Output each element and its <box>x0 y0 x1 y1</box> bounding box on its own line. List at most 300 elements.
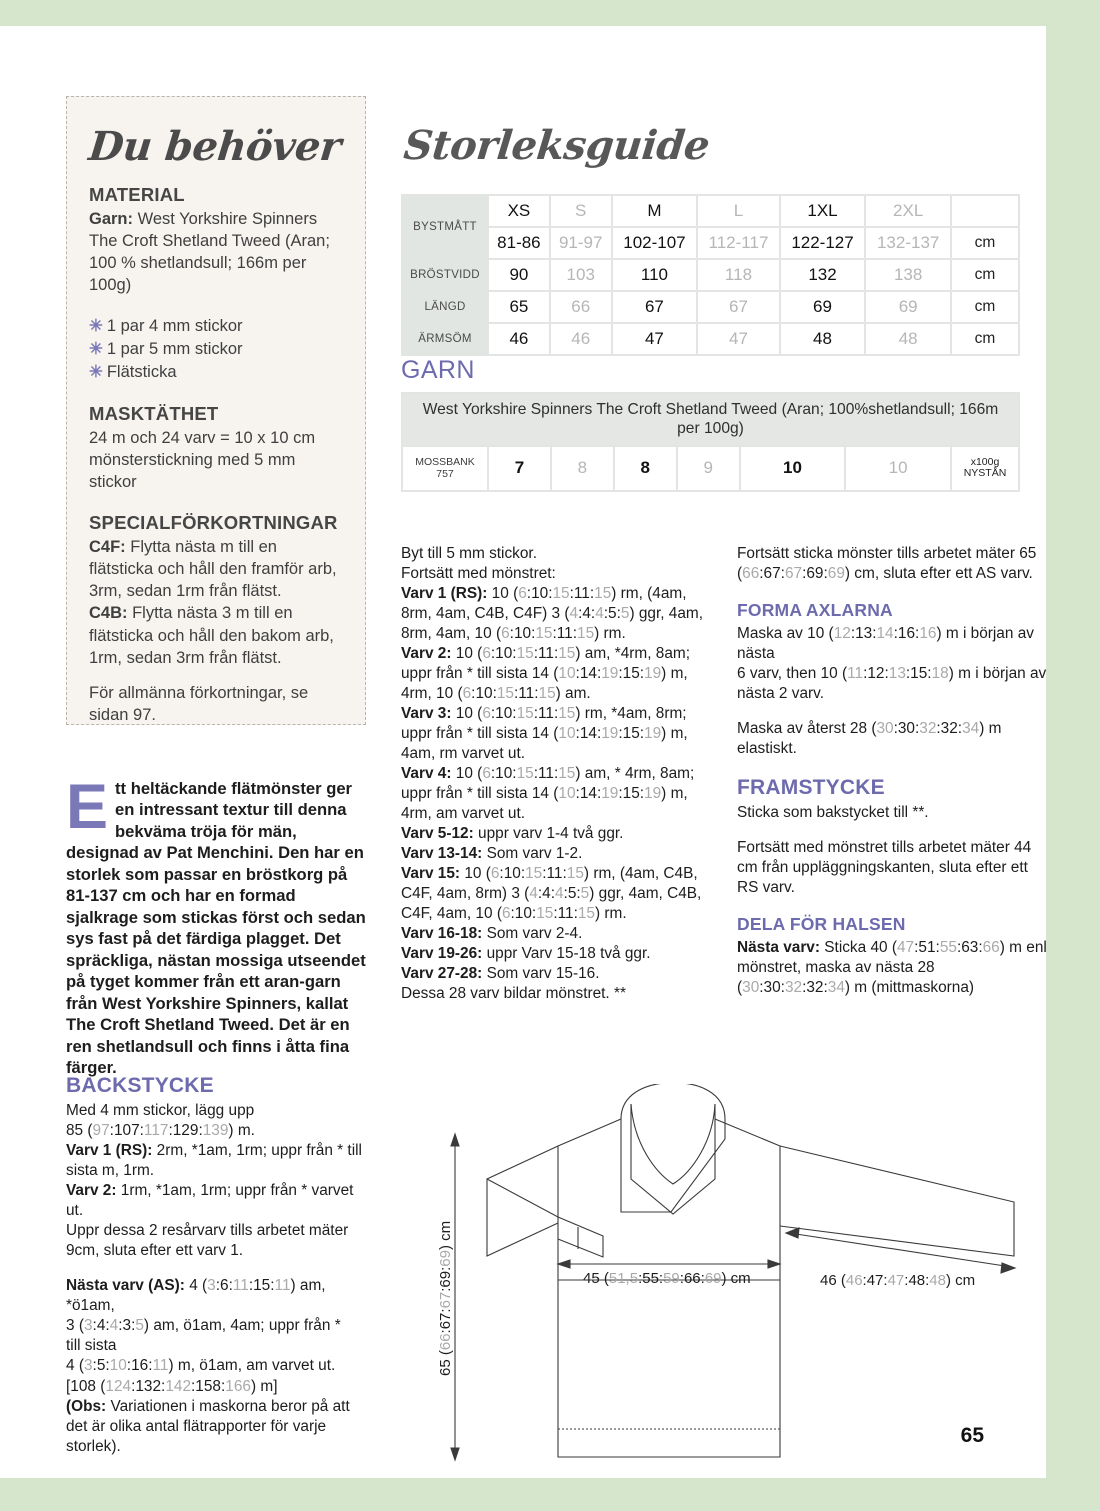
unit-cell: cm <box>952 228 1018 258</box>
pattern-row-segment: ( <box>553 785 559 803</box>
pattern-row-segment: 15 <box>538 685 556 703</box>
table-cell: 7 <box>489 447 550 489</box>
table-cell: 132 <box>781 260 865 290</box>
table-cell: 8 <box>615 447 676 489</box>
pattern-row-segment: : <box>596 725 602 743</box>
garn-description: West Yorkshire Spinners The Croft Shetland Tweed (Aran; 100%shetlandsull; 166m per 100g) <box>403 394 1018 445</box>
pattern-row-segment: : <box>639 725 645 743</box>
pattern-row-segment: : <box>618 665 623 683</box>
pattern-row-segment: 10 <box>487 585 514 603</box>
table-cell: 46 <box>489 324 549 354</box>
pattern-row-segment: : <box>572 625 578 643</box>
bindoff-line: Maska av återst 28 (30:30:32:32:34) m elastiskt. <box>737 719 1002 757</box>
pattern-row-segment: ( <box>564 605 570 623</box>
middle-intro-1: Byt till 5 mm stickor. <box>401 545 537 562</box>
pattern-row-segment: m, 4rm, am varvet ut. <box>401 785 688 823</box>
next-a-alts: (3:6:11:15:11) <box>202 1277 296 1295</box>
table-row <box>403 260 1018 290</box>
pattern-row <box>401 864 711 924</box>
pattern-row-segment: ) <box>575 765 581 783</box>
pattern-row-label: Varv 1 (RS): <box>401 585 488 603</box>
nextrow-label: Nästa varv (AS): <box>66 1277 185 1295</box>
gauge-text: 24 m och 24 varv = 10 x 10 cm mönsterstickning med 5 mm stickor <box>89 428 316 491</box>
pattern-row <box>401 584 711 644</box>
pattern-row-segment: 15 <box>558 705 576 723</box>
pattern-row-segment: 11 <box>546 865 563 883</box>
asterisk-icon: ✳ <box>89 340 103 359</box>
right-continue: Fortsätt sticka mönster tills arbetet mäter 65 (66:67:67:69:69) cm, sluta efter ett AS varv. <box>737 545 1037 583</box>
backstycke-nextrow-e: 4 (3:5:10:16:11) m, ö1am, am varvet ut. <box>66 1357 336 1375</box>
pattern-row-segment: rm. <box>600 905 627 923</box>
pattern-row-segment: 15 <box>577 625 595 643</box>
width-dimension-label: 45 (51,5:55:59:66:69) cm <box>583 1270 751 1287</box>
pattern-row-segment: : <box>576 885 581 903</box>
pattern-row-segment: : <box>490 645 496 663</box>
backstycke-nextrow-c: 3 (3:4:4:3:5) am, ö1am, 4am; uppr från * <box>66 1317 341 1335</box>
pattern-row <box>401 964 711 984</box>
pattern-middle-column <box>401 544 711 1004</box>
pattern-row-segment: : <box>526 585 532 603</box>
obs-text: Variationen i maskorna beror på att det är olika antal flätrapporter för varje storlek). <box>66 1397 350 1455</box>
size-header: 1XL <box>781 196 865 226</box>
neck-label: Nästa varv: <box>737 938 820 956</box>
pattern-row-segment: 10 <box>495 765 513 783</box>
pattern-row-segment: Som varv 15-16. <box>482 965 600 983</box>
size-header: L <box>698 196 778 226</box>
pattern-row-segment: : <box>533 765 538 783</box>
middle-outro: Dessa 28 varv bildar mönstret. ** <box>401 985 626 1003</box>
pattern-row-segment: ) <box>661 785 667 803</box>
pattern-row-segment: 6 <box>501 905 511 923</box>
backstycke-rib: Uppr dessa 2 resårvarv tills arbetet mäter 9cm, sluta efter ett varv 1. <box>66 1222 349 1260</box>
abbreviations-footer: För allmänna förkortningar, se sidan 97. <box>89 683 309 724</box>
backstycke-obs <box>66 1397 371 1457</box>
pattern-row-segment: ( <box>513 585 519 603</box>
pattern-row-segment: ) <box>583 865 590 883</box>
table-cell: 65 <box>489 292 549 322</box>
backstycke-nextrow-b: *ö1am, <box>66 1297 115 1315</box>
pattern-row <box>401 764 711 824</box>
pattern-row-segment: ( <box>477 705 483 723</box>
pattern-row-segment: 10 <box>451 705 478 723</box>
pattern-row-segment: ) <box>611 585 617 603</box>
pattern-row-segment: 5 <box>620 605 630 623</box>
pattern-row-segment: rm, *4am, 8rm; uppr från * till sista 14 <box>401 705 687 743</box>
table-cell: 48 <box>781 324 865 354</box>
neck-alts: (47:51:55:63:66) <box>891 938 1005 956</box>
pattern-row-segment: 5 <box>608 605 617 623</box>
pattern-row-segment: : <box>575 785 580 803</box>
list-item <box>89 315 343 338</box>
table-cell: 90 <box>489 260 549 290</box>
table-cell: 66 <box>551 292 611 322</box>
pattern-row-segment: : <box>639 665 645 683</box>
pattern-row-segment: 14 <box>579 665 597 683</box>
list-item <box>89 361 343 384</box>
pattern-row-segment: 15 <box>525 865 543 883</box>
sidebar-title: Du behöver <box>86 123 344 170</box>
pattern-row-segment: ) <box>575 705 581 723</box>
pattern-row-segment: ( <box>485 865 491 883</box>
shoulder-a-alts: (12:13:14:16:16) <box>828 624 942 642</box>
asterisk-icon: ✳ <box>89 362 103 381</box>
pattern-row-segment: ) <box>575 645 581 663</box>
pattern-row-segment: : <box>596 665 602 683</box>
pattern-row-segment: ggr, 4am, 8rm, 4am, 10 <box>401 605 704 643</box>
pattern-row <box>401 824 711 844</box>
row-label-brostvidd: BRÖSTVIDD <box>403 260 487 290</box>
c4f-text: Flytta nästa m till en flätsticka och håll den framför arb, 3rm, sedan 1rm från flätst. <box>89 538 337 601</box>
pattern-row-segment: : <box>618 785 623 803</box>
row1-label: Varv 1 (RS): <box>66 1142 153 1160</box>
pattern-row-segment: rm, (4am, 8rm, 4am, C4B, C4F) 3 <box>401 585 687 623</box>
framstycke-heading: FRAMSTYCKE <box>737 775 885 799</box>
pattern-row-segment: : <box>553 765 559 783</box>
pattern-row-segment: 15 <box>566 865 584 883</box>
cast-on-alts: (97:107:117:129:139) <box>87 1122 234 1140</box>
pattern-row-segment: Som varv 1-2. <box>482 845 583 863</box>
pattern-row-label: Varv 16-18: <box>401 925 483 943</box>
pattern-row-segment: 4 <box>554 885 564 903</box>
backstycke-nextrow-d: till sista <box>66 1337 117 1355</box>
pattern-row <box>401 924 711 944</box>
height-dimension-label: 65 (66:67:67:69:69) cm <box>437 1220 454 1376</box>
pattern-row-segment: 19 <box>644 785 662 803</box>
pattern-row-segment: 10 <box>531 585 549 603</box>
pattern-row-segment: m, 4rm, 10 <box>401 665 688 703</box>
pattern-row-segment: 19 <box>601 725 619 743</box>
drop-cap: E <box>66 772 109 842</box>
garment-schematic <box>425 1084 1025 1464</box>
row2-label: Varv 2: <box>66 1182 117 1200</box>
table-cell: 102-107 <box>613 228 697 258</box>
table-cell: 112-117 <box>698 228 778 258</box>
pattern-row-segment: 15 <box>496 685 514 703</box>
pattern-row-segment: : <box>569 585 574 603</box>
pattern-row-segment: ( <box>524 885 530 903</box>
pattern-row-segment: 10 <box>558 725 576 743</box>
table-cell: 47 <box>698 324 778 354</box>
size-header: M <box>613 196 697 226</box>
row-label-bystmatt: BYSTMÅTT <box>403 196 487 258</box>
row-label-armsom: ÄRMSÖM <box>403 324 487 354</box>
pattern-row-segment: ) <box>661 725 667 743</box>
abbreviations-heading: SPECIALFÖRKORTNINGAR <box>89 512 338 534</box>
tools-list <box>89 315 343 383</box>
pattern-row-segment: 6 <box>462 685 472 703</box>
table-cell: 47 <box>613 324 697 354</box>
pattern-row-segment: 10 <box>460 865 486 883</box>
pattern-row-segment: am, * 4rm, 8am; uppr från * till sista 14 <box>401 765 695 803</box>
table-cell: 81-86 <box>489 228 549 258</box>
pattern-row-segment: 4 <box>542 885 551 903</box>
pattern-row-label: Varv 3: <box>401 705 452 723</box>
pattern-row-segment: 15 <box>558 645 576 663</box>
pattern-row-segment: rm, (4am, C4B, C4F, 4am, 8rm) 3 <box>401 865 698 903</box>
pattern-row <box>401 704 711 764</box>
table-row <box>403 292 1018 322</box>
obs-label: (Obs: <box>66 1397 107 1415</box>
pattern-row-segment: 15 <box>622 725 640 743</box>
table-cell: 67 <box>698 292 778 322</box>
colourway-label: MOSSBANK 757 <box>403 447 487 489</box>
pattern-row-segment: 4 <box>582 605 591 623</box>
pattern-row-segment: : <box>590 605 596 623</box>
pattern-row-label: Varv 15: <box>401 865 461 883</box>
page-sheet <box>0 26 1046 1478</box>
table-row <box>403 228 1018 258</box>
pattern-row-segment: : <box>550 885 555 903</box>
pattern-row-segment: : <box>490 765 496 783</box>
pattern-row-label: Varv 19-26: <box>401 945 483 963</box>
pattern-row-segment: : <box>553 905 558 923</box>
pattern-row-segment: 15 <box>622 785 640 803</box>
row-label-langd: LÄNGD <box>403 292 487 322</box>
pattern-row-segment: : <box>510 905 515 923</box>
c4b-label: C4B: <box>89 604 128 623</box>
pattern-row-segment: ggr, 4am, C4B, C4F, 4am, 10 <box>401 885 702 923</box>
pattern-row-segment: ) <box>555 685 561 703</box>
c4b-entry <box>89 602 343 668</box>
pattern-row-segment: : <box>639 785 645 803</box>
yarn-label: Garn: <box>89 210 134 228</box>
pattern-row-segment: 6 <box>482 765 491 783</box>
pattern-row-segment: ) <box>661 665 667 683</box>
size-header: XS <box>489 196 549 226</box>
middle-intro-2: Fortsätt med mönstret: <box>401 565 556 583</box>
pattern-row-segment: 5 <box>567 885 577 903</box>
table-cell: 9 <box>678 447 739 489</box>
pattern-row-segment: : <box>537 885 543 903</box>
pattern-row-segment: ) <box>595 905 601 923</box>
table-cell: 46 <box>551 324 611 354</box>
unit-cell: cm <box>952 324 1018 354</box>
table-cell: 8 <box>552 447 613 489</box>
backstycke-total: [108 (124:132:142:158:166) m] <box>66 1377 278 1395</box>
table-row <box>403 394 1018 445</box>
pattern-row-label: Varv 5-12: <box>401 825 474 843</box>
width-dimension-arrow <box>558 1260 780 1268</box>
table-cell: 110 <box>613 260 697 290</box>
pattern-row-segment: ( <box>553 665 559 683</box>
shoulder-line-b: 6 varv, then 10 (11:12:13:15:18) m i början av nästa 2 varv. <box>737 664 1047 702</box>
neck-heading: DELA FÖR HALSEN <box>737 914 906 935</box>
pattern-row-segment: : <box>512 765 517 783</box>
shoulder-line-a: Maska av 10 (12:13:14:16:16) m i början av nästa <box>737 624 1034 662</box>
garn-unit-cell: x100g NYSTÅN <box>952 447 1018 489</box>
pattern-row-segment: 15 <box>516 705 534 723</box>
list-item <box>89 338 343 361</box>
pattern-row-segment: 15 <box>594 585 612 603</box>
pattern-row-segment: rm. <box>599 625 626 643</box>
pattern-row-segment: 10 <box>513 625 532 643</box>
table-cell: 69 <box>781 292 865 322</box>
pattern-row-segment: 15 <box>516 765 534 783</box>
pattern-row-segment: 6 <box>501 625 510 643</box>
sleeve-dimension-arrow <box>786 1228 1015 1273</box>
pattern-row-segment: ( <box>477 765 483 783</box>
row2-text: 1rm, *1am, 1rm; uppr från * varvet ut. <box>66 1182 354 1220</box>
table-cell: 138 <box>866 260 950 290</box>
pattern-row-segment: : <box>512 705 517 723</box>
pattern-row-segment: am, *4rm, 8am; uppr från * till sista 14 <box>401 645 690 683</box>
cont-alts: (66:67:67:69:69) <box>737 565 851 583</box>
next-e-alts: (3:5:10:16:11) <box>78 1357 174 1375</box>
c4b-text: Flytta nästa 3 m till en flätsticka och håll den bakom arb, 1rm, sedan 3rm från flätst. <box>89 604 334 667</box>
yarn-text: West Yorkshire Spinners The Croft Shetland Tweed (Aran; 100 % shetlandsull; 166m per 100g) <box>89 210 330 295</box>
framstycke-text: Sticka som bakstycket till **. <box>737 804 929 822</box>
backstycke-section <box>66 1072 371 1457</box>
unit-cell: cm <box>952 260 1018 290</box>
garn-table <box>401 392 1020 492</box>
pattern-row <box>401 944 711 964</box>
gauge-heading: MASKTÄTHET <box>89 402 219 424</box>
pattern-row-segment: : <box>563 885 568 903</box>
garn-heading: GARN <box>401 356 475 384</box>
pattern-row-segment: 10 <box>495 705 513 723</box>
unit-cell: cm <box>952 292 1018 322</box>
backstycke-nextrow-a: Nästa varv (AS): 4 (3:6:11:15:11) am, <box>66 1277 326 1295</box>
pattern-row-segment: 6 <box>482 645 491 663</box>
pattern-row-segment: : <box>533 705 538 723</box>
backstycke-row2 <box>66 1181 371 1221</box>
pattern-row-segment: : <box>509 625 514 643</box>
c4f-entry <box>89 536 343 602</box>
cast-on-main: 85 <box>66 1122 84 1140</box>
sleeve-dimension-label: 46 (46:47:47:48:48) cm <box>820 1272 976 1289</box>
pattern-row-label: Varv 4: <box>401 765 452 783</box>
pattern-row-segment: 10 <box>451 765 478 783</box>
table-cell: 67 <box>613 292 697 322</box>
c4f-label: C4F: <box>89 538 126 557</box>
pattern-row-segment: 15 <box>558 765 576 783</box>
pattern-row-segment: 4 <box>595 605 604 623</box>
pattern-row-segment: 4 <box>569 605 579 623</box>
pattern-row-segment: : <box>618 725 623 743</box>
backstycke-row1 <box>66 1141 371 1181</box>
material-heading: MATERIAL <box>89 184 185 205</box>
table-cell: 103 <box>551 260 611 290</box>
pattern-row-segment: : <box>562 865 567 883</box>
pattern-row-segment: 6 <box>482 705 491 723</box>
pattern-row-segment: 15 <box>577 905 595 923</box>
pattern-row-segment: ( <box>457 685 463 703</box>
pattern-row-segment: ) <box>589 885 595 903</box>
pattern-row-segment: 11 <box>573 585 590 603</box>
table-cell: 132-137 <box>866 228 950 258</box>
table-row <box>403 324 1018 354</box>
tool-label: 1 par 5 mm stickor <box>106 340 243 359</box>
pattern-row-segment: : <box>492 685 497 703</box>
size-header: S <box>551 196 611 226</box>
pattern-row-segment: : <box>531 625 536 643</box>
pattern-row-segment: : <box>499 865 504 883</box>
pattern-row-segment: : <box>616 605 621 623</box>
table-cell: 122-127 <box>781 228 865 258</box>
framstycke-continue: Fortsätt med mönstret tills arbetet mäter 44 cm från uppläggningskanten, sluta efter ett RS varv. <box>737 839 1032 897</box>
pattern-row-segment: : <box>534 685 539 703</box>
pattern-row-segment: : <box>513 685 519 703</box>
pattern-row-segment: ( <box>477 645 483 663</box>
pattern-row-segment: : <box>573 905 578 923</box>
pattern-row-segment: m, 4am, rm varvet ut. <box>401 725 688 763</box>
pattern-row-segment: 10 <box>503 865 521 883</box>
neck-instruction: Nästa varv: Sticka 40 (47:51:55:63:66) m enl mönstret, maska av nästa 28 (30:30:32:32:34) m (mittmaskorna) <box>737 938 1047 997</box>
total-alts: (124:132:142:158:166) <box>100 1377 257 1395</box>
pattern-row-segment: 5 <box>580 885 590 903</box>
pattern-row-segment: 10 <box>558 665 576 683</box>
pattern-row-segment: 19 <box>644 665 662 683</box>
pattern-row-segment: : <box>512 645 517 663</box>
size-guide-table <box>401 194 1020 356</box>
pattern-row-segment: ( <box>553 725 559 743</box>
pattern-row-segment: : <box>589 585 595 603</box>
pattern-row-label: Varv 27-28: <box>401 965 483 983</box>
pattern-row-segment: 15 <box>535 625 553 643</box>
pattern-row-segment: 15 <box>552 585 570 603</box>
pattern-row-list <box>401 584 711 984</box>
table-cell: 10 <box>846 447 950 489</box>
pattern-row-segment: ( <box>495 625 502 643</box>
shoulder-b-alts: (11:12:13:15:18) <box>841 664 954 682</box>
pattern-row-segment: : <box>575 665 580 683</box>
pattern-row-segment: 14 <box>579 785 597 803</box>
table-cell: 69 <box>866 292 950 322</box>
neck-alts2: (30:30:32:32:34) <box>737 979 851 997</box>
pattern-row-segment: 10 <box>495 645 513 663</box>
pattern-row-segment: ) <box>629 605 635 623</box>
pattern-row-segment: 19 <box>644 725 662 743</box>
pattern-row-segment: 10 <box>475 685 493 703</box>
size-guide-title: Storleksguide <box>401 122 712 169</box>
pattern-row-segment: uppr Varv 15-18 två ggr. <box>482 945 651 963</box>
tool-label: Flätsticka <box>106 362 177 381</box>
size-header: 2XL <box>866 196 950 226</box>
asterisk-icon: ✳ <box>89 317 103 336</box>
empty-cell <box>952 196 1018 226</box>
pattern-row-segment: 14 <box>579 725 597 743</box>
pattern-row-segment: 10 <box>558 785 576 803</box>
materials-sidebar <box>66 96 366 725</box>
pattern-row-segment: 11 <box>537 765 554 783</box>
pattern-row-segment: : <box>603 605 609 623</box>
pattern-row-segment: : <box>520 865 526 883</box>
pattern-row-segment: 19 <box>601 665 619 683</box>
pattern-row-segment: 6 <box>490 865 500 883</box>
table-cell: 48 <box>866 324 950 354</box>
intro-paragraph <box>66 772 371 1079</box>
backstycke-line1: Med 4 mm stickor, lägg upp <box>66 1102 255 1120</box>
pattern-row-segment: Som varv 2-4. <box>482 925 583 943</box>
pattern-row-segment: ) <box>594 625 600 643</box>
pattern-row-segment: 11 <box>556 625 573 643</box>
pattern-row <box>401 844 711 864</box>
pattern-row-segment: : <box>553 705 559 723</box>
pattern-row-segment: : <box>471 685 476 703</box>
pattern-row-segment: 15 <box>516 645 534 663</box>
pattern-row-segment: 11 <box>557 905 574 923</box>
pattern-row-segment: ( <box>496 905 502 923</box>
pattern-row-segment: : <box>596 785 602 803</box>
pattern-row-segment: : <box>575 725 580 743</box>
pattern-row <box>401 644 711 704</box>
tool-label: 1 par 4 mm stickor <box>106 317 243 336</box>
pattern-row-segment: 4 <box>529 885 538 903</box>
pattern-row-segment: 10 <box>514 905 532 923</box>
bindoff-alts: (30:30:32:32:34) <box>871 719 985 737</box>
table-cell: 10 <box>741 447 845 489</box>
pattern-row-segment: : <box>542 865 547 883</box>
